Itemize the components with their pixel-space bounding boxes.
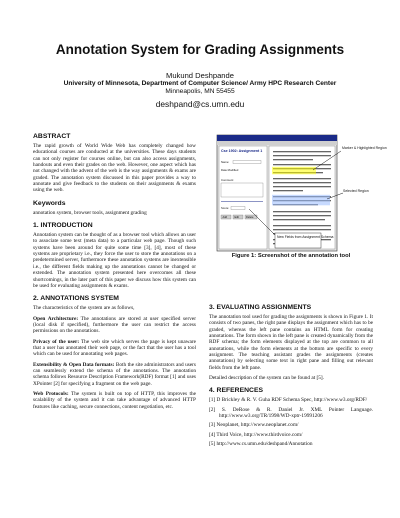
name-field — [233, 161, 261, 164]
doc-text-line — [273, 178, 331, 179]
annotation-tool-screenshot — [209, 133, 387, 260]
feature-paragraph — [33, 316, 196, 335]
pane-button-label: Add — [222, 216, 228, 219]
system-heading: 2. ANNOTATIONS SYSTEM — [33, 295, 119, 303]
feature-text: The web site which serves the page is kept unaware that a user has annotated their web page, or the fact that the user has a tool which can be used for annotating web pages. — [33, 338, 196, 358]
feature-label: Extensibility & Open Data formats: — [33, 361, 115, 368]
doc-text-line — [273, 159, 313, 160]
feature-paragraph — [33, 391, 196, 410]
keywords-heading: Keywords — [33, 199, 66, 207]
feature-label: Open Architecture: — [33, 315, 79, 322]
divider — [221, 201, 263, 202]
feature-text: The annotations are stored at user specified server (local disk if specified), furthermore the user can restrict the access permissions on the annotations. — [33, 315, 196, 335]
author-location: Minneapolis, MN 55455 — [165, 88, 235, 95]
pane-heading: Cse 1902: Assignment 1 — [221, 149, 263, 153]
author-email: deshpand@cs.umn.edu — [155, 99, 245, 109]
feature-text: Both the site administrators and users can seamlessly extend the schema of the annotations. The annotation schema follows Resource Description Framework(RDF) format [1] and uses XPointer [2] for specifying a fragment on the web page. — [33, 361, 196, 387]
doc-text-line — [273, 164, 331, 165]
doc-text-line — [273, 155, 331, 156]
reference-item: [5] http://www.cs.umn.edu/deshpand/Annotation — [209, 441, 313, 448]
pane-field-label: Score: — [221, 206, 230, 210]
callout-selected-label: Selected Region — [343, 189, 369, 193]
pane-field-label: Name: — [221, 160, 230, 164]
intro-text: Annotation system can be thought of as a browser tool which allows an user to associate some text (meta data) to a particular web page. Though such systems have been around for quite some time [3], [4], most of these systems are proprietary i.e., they force the user to store the annotations on a predetermined server, furthermore these annotation systems are inextensible i.e., the different fields making up the annotations cannot be changed or extended. The annotation system presented here overcomes all these shortcomings, in the later part of this paper we discuss how this system can be used for evaluating assignments & exams. — [33, 232, 196, 289]
window-menubar — [217, 141, 337, 145]
highlighted-region — [272, 167, 316, 175]
author-block — [0, 72, 400, 96]
doc-text-line — [273, 215, 331, 216]
left-column — [33, 133, 196, 414]
feature-text: The system is built on top of HTTP, this improves the scalability of the system and it can take advantage of advanced HTTP features like caching, secure connections, content negotiation, etc. — [33, 390, 196, 410]
callout-marker-label: Marker & Highlighted Region — [342, 146, 387, 150]
abstract-text: The rapid growth of World Wide Web has completely changed how educational courses are conducted at the universities. These days students can not only register for courses online, but can also access assignments, handouts and even their grades on the web. However, one aspect which has not changed with the advent of the web is the way assignments & exams are graded. The annotation system discussed in this paper provides a way to annotate and give feedback to the students on their assignments & exams using the web. — [33, 143, 196, 194]
doc-text-line — [273, 211, 331, 212]
selected-region — [272, 195, 330, 206]
pane-field-label: Comment: — [221, 178, 234, 182]
author-affiliation: University of Minnesota, Department of Computer Science/ Army HPC Research Center — [63, 80, 337, 87]
doc-text-line — [273, 219, 325, 220]
callout-fields-label: New Fields from Assignment Schema — [277, 235, 334, 239]
abstract-heading: ABSTRACT — [33, 133, 71, 140]
feature-label: Web Protocols: — [33, 390, 69, 397]
eval-heading: 3. EVALUATING ASSIGNMENTS — [209, 304, 312, 311]
reference-item: [3] Neoplanet, http://www.neoplanet.com/ — [209, 422, 299, 429]
window-titlebar — [217, 135, 337, 141]
doc-text-line — [273, 186, 331, 187]
pane-field-label: Date Modified — [221, 168, 239, 172]
system-intro: The characteristics of the system are as follows, — [33, 305, 135, 312]
author-name: Mukund Deshpande — [166, 71, 234, 80]
feature-paragraph — [33, 362, 196, 387]
references-heading: 4. REFERENCES — [209, 387, 264, 395]
reference-list — [209, 397, 373, 447]
right-column — [209, 304, 373, 451]
reference-item: [4] Third Voice, http://www.thirdvoice.com/ — [209, 431, 303, 438]
intro-heading: 1. INTRODUCTION — [33, 222, 93, 230]
doc-text-line — [273, 151, 331, 152]
feature-paragraph — [33, 339, 196, 358]
reference-item: [1] D Brickley & R. V. Guha RDF Schema Spec, http://www.w3.org/RDF/ — [209, 397, 368, 404]
doc-text-line — [273, 229, 331, 230]
comment-area — [221, 183, 263, 197]
eval-text-detail: Detailed description of the system can be found at [5]. — [209, 375, 325, 382]
keywords-text: annotation system, browser tools, assignment grading — [33, 209, 147, 216]
score-field — [231, 207, 245, 210]
figure-caption: Figure 1: Screenshot of the annotation tool — [231, 253, 351, 259]
pane-button-label: Delete — [246, 216, 254, 219]
pane-button-label: Edit — [234, 216, 239, 219]
doc-text-line — [273, 190, 303, 191]
doc-text-line — [273, 182, 331, 183]
reference-item: [2] S. DeRose & R. Daniel Jr. XML Pointer Language. http://www.w3.org/TR/1998/WD-xptr-19991206 — [209, 406, 373, 420]
paper-title: Annotation System for Grading Assignments — [55, 42, 345, 57]
doc-text-line — [273, 225, 331, 226]
feature-label: Privacy of the user: — [33, 338, 80, 345]
eval-text: The annotation tool used for grading the assignments is shown in Figure 1. It consists of two panes, the right pane displays the assignment which has to be graded, whereas the left pane contains an HTML form for creating annotations. The form shown in the left pane is created dynamically from the RDF schema; the form elements displayed at the top are common to all annotations, while the form elements at the bottom are specific to every assignment. The teaching assistant grades the assignments (creates annotations) by selecting some text in right pane and filling out relevant fields from the left pane. — [209, 314, 373, 371]
